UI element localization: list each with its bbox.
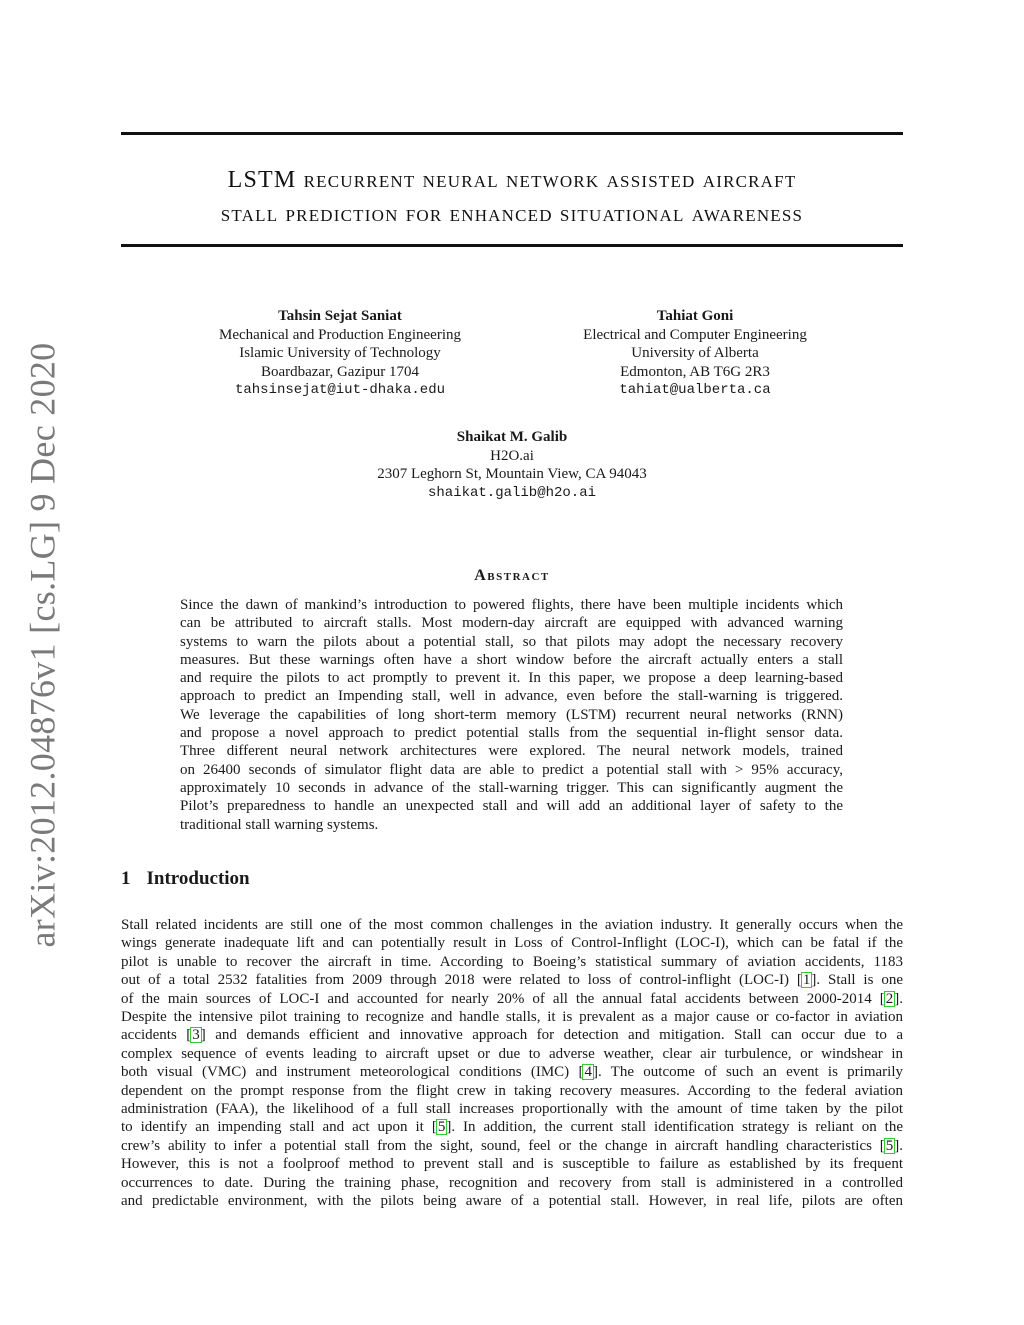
- abstract-line: traditional stall warning systems.: [180, 816, 379, 833]
- abstract-line: measures. But these warnings often have a short window before the aircraft actually enters a stall: [180, 651, 843, 668]
- author-email[interactable]: tahiat@ualberta.ca: [619, 382, 771, 398]
- body-text-segment: and demands efficient and innovative approach for detection and mitigation. Stall can occur due to a: [205, 1027, 904, 1044]
- author-address: 2307 Leghorn St, Mountain View, CA 94043: [377, 466, 647, 482]
- body-line: to identify an impending stall and act upon it [5]. In addition, the current stall identification strategy is reliant on the: [121, 1119, 903, 1136]
- author-address: Edmonton, AB T6G 2R3: [620, 363, 770, 380]
- abstract-heading: Abstract: [474, 567, 550, 584]
- title-line-2: stall prediction for enhanced situational awareness: [220, 201, 804, 227]
- body-text-segment: . The outcome of such an event is primarily: [597, 1064, 903, 1081]
- body-text-segment: out of a total 2532 fatalities from 2009 through 2018 were related to loss of control-inflight (LOC-I): [121, 972, 797, 989]
- body-line: wings generate inadequate lift and can potentially result in Loss of Control-Inflight (LOC-I), which can be fatal if the: [121, 935, 903, 952]
- arxiv-identifier-text: arXiv:2012.04876v1 [cs.LG] 9 Dec 2020: [22, 342, 63, 948]
- citation-link[interactable]: 2: [885, 990, 894, 1007]
- author-department: Mechanical and Production Engineering: [218, 326, 461, 343]
- body-text-segment: crew’s ability to infer a potential stall from the sight, sound, feel or the change in aircraft handling characteristics: [121, 1137, 880, 1154]
- body-line: Despite the intensive pilot training to recognize and handle stalls, it is prevalent as a major cause or co-factor in aviation: [121, 1009, 903, 1026]
- author-name: Shaikat M. Galib: [456, 429, 568, 445]
- section-heading-introduction: [121, 868, 250, 890]
- body-line: and predictable environment, with the pilots being aware of a potential stall. However, in real life, pilots are often: [121, 1193, 903, 1210]
- abstract-line: and require the pilots to act promptly to prevent it. In this paper, we propose a deep learning-based: [180, 670, 843, 687]
- body-text-segment: of the main sources of LOC-I and accounted for nearly 20% of all the annual fatal accidents between 2000-2014: [121, 990, 880, 1007]
- body-line: of the main sources of LOC-I and accounted for nearly 20% of all the annual fatal accidents between 2000-2014 [2].: [121, 990, 903, 1007]
- author-email[interactable]: tahsinsejat@iut-dhaka.edu: [234, 382, 446, 398]
- author-address: Boardbazar, Gazipur 1704: [260, 363, 420, 380]
- body-text-segment: to identify an impending stall and act upon it: [121, 1119, 432, 1136]
- arxiv-identifier: [22, 342, 63, 948]
- abstract-line: Since the dawn of mankind’s introduction to powered flights, there have been multiple incidents which: [180, 597, 843, 613]
- abstract-line: We leverage the capabilities of long short-term memory (LSTM) recurrent neural networks (RNN): [180, 706, 843, 723]
- title-line-1: LSTM recurrent neural network assisted aircraft: [227, 167, 797, 193]
- citation-link[interactable]: 1: [802, 972, 811, 989]
- author-department: Electrical and Computer Engineering: [583, 326, 807, 343]
- abstract-line: approach to predict an Impending stall, well in advance, even before the stall-warning is triggered.: [180, 688, 843, 705]
- body-line: dependent on the prompt response from the flight crew in taking recovery measures. According to the federal aviation: [121, 1082, 903, 1099]
- author-institution: Islamic University of Technology: [239, 345, 441, 361]
- title-rule-top: [121, 132, 903, 135]
- body-text-segment: both visual (VMC) and instrument meteorological conditions (IMC): [121, 1064, 579, 1081]
- abstract-line: approximately 10 seconds in advance of the stall-warning trigger. This can significantly augment the: [180, 779, 843, 796]
- abstract-line: on 26400 seconds of simulator flight data are able to predict a potential stall with > 95% accuracy,: [180, 761, 843, 778]
- introduction-body: [121, 916, 903, 1211]
- citation-link[interactable]: 3: [192, 1027, 200, 1044]
- body-line: accidents [3] and demands efficient and innovative approach for detection and mitigation. Stall can occur due to a: [121, 1027, 904, 1044]
- body-text-segment: . In addition, the current stall identification strategy is reliant on the: [451, 1119, 903, 1136]
- abstract-line: and propose a novel approach to predict potential stalls from the sequential in-flight sensor data.: [180, 725, 843, 742]
- citation-link[interactable]: 5: [885, 1137, 894, 1154]
- body-text-segment: .: [899, 1137, 903, 1154]
- abstract-line: systems to warn the pilots about a potential stall, so that pilots may adopt the necessary recovery: [180, 633, 843, 650]
- author-institution: University of Alberta: [631, 345, 759, 361]
- abstract-line: Pilot’s preparedness to handle an unexpected stall and will add an additional layer of safety to the: [180, 798, 843, 815]
- author-block-1: [190, 307, 490, 400]
- body-line: However, this is not a foolproof method to prevent stall and is susceptible to failure as established by its frequent: [121, 1156, 903, 1173]
- body-text-segment: .: [899, 990, 903, 1007]
- citation-link[interactable]: 5: [437, 1119, 446, 1136]
- title-rule-bottom: [121, 244, 903, 247]
- body-line: pilot is unable to recover the aircraft in time. According to Boeing’s statistical summary of aviation accidents, 1183: [121, 953, 903, 970]
- body-text-segment: . Stall is one: [816, 972, 903, 989]
- abstract-line: can be attributed to aircraft stalls. Most modern-day aircraft are equipped with advanced warning: [180, 615, 843, 632]
- author-name: Tahiat Goni: [656, 308, 734, 324]
- body-line: crew’s ability to infer a potential stall from the sight, sound, feel or the change in aircraft handling characteristics [5].: [121, 1137, 903, 1154]
- body-line: both visual (VMC) and instrument meteorological conditions (IMC) [4]. The outcome of such an event is primarily: [121, 1064, 903, 1081]
- citation-link[interactable]: 4: [584, 1064, 592, 1081]
- abstract-body: [180, 596, 843, 834]
- author-email[interactable]: shaikat.galib@h2o.ai: [427, 484, 597, 501]
- section-title: Introduction: [146, 868, 250, 889]
- author-block-2: [545, 307, 845, 400]
- body-text-segment: accidents: [121, 1027, 187, 1044]
- body-line: complex sequence of events leading to aircraft upset or due to adverse weather, clear air turbulence, or windshear in: [121, 1045, 903, 1062]
- author-block-3: [312, 428, 712, 502]
- body-line: Stall related incidents are still one of the most common challenges in the aviation industry. It generally occurs when the: [121, 917, 903, 933]
- body-line: occurrences to date. During the training phase, recognition and recovery from stall is administered in a controlled: [121, 1174, 903, 1191]
- body-line: out of a total 2532 fatalities from 2009 through 2018 were related to loss of control-inflight (LOC-I) [1]. Stall is one: [121, 972, 903, 989]
- author-institution: H2O.ai: [490, 447, 534, 464]
- abstract-line: Three different neural network architectures were explored. The neural network models, trained: [180, 743, 843, 760]
- body-line: administration (FAA), the likelihood of a full stall increases proportionally with the amount of time taken by the pilot: [121, 1101, 903, 1118]
- paper-title: [121, 163, 903, 231]
- author-name: Tahsin Sejat Saniat: [278, 308, 402, 324]
- section-number: 1: [121, 868, 131, 889]
